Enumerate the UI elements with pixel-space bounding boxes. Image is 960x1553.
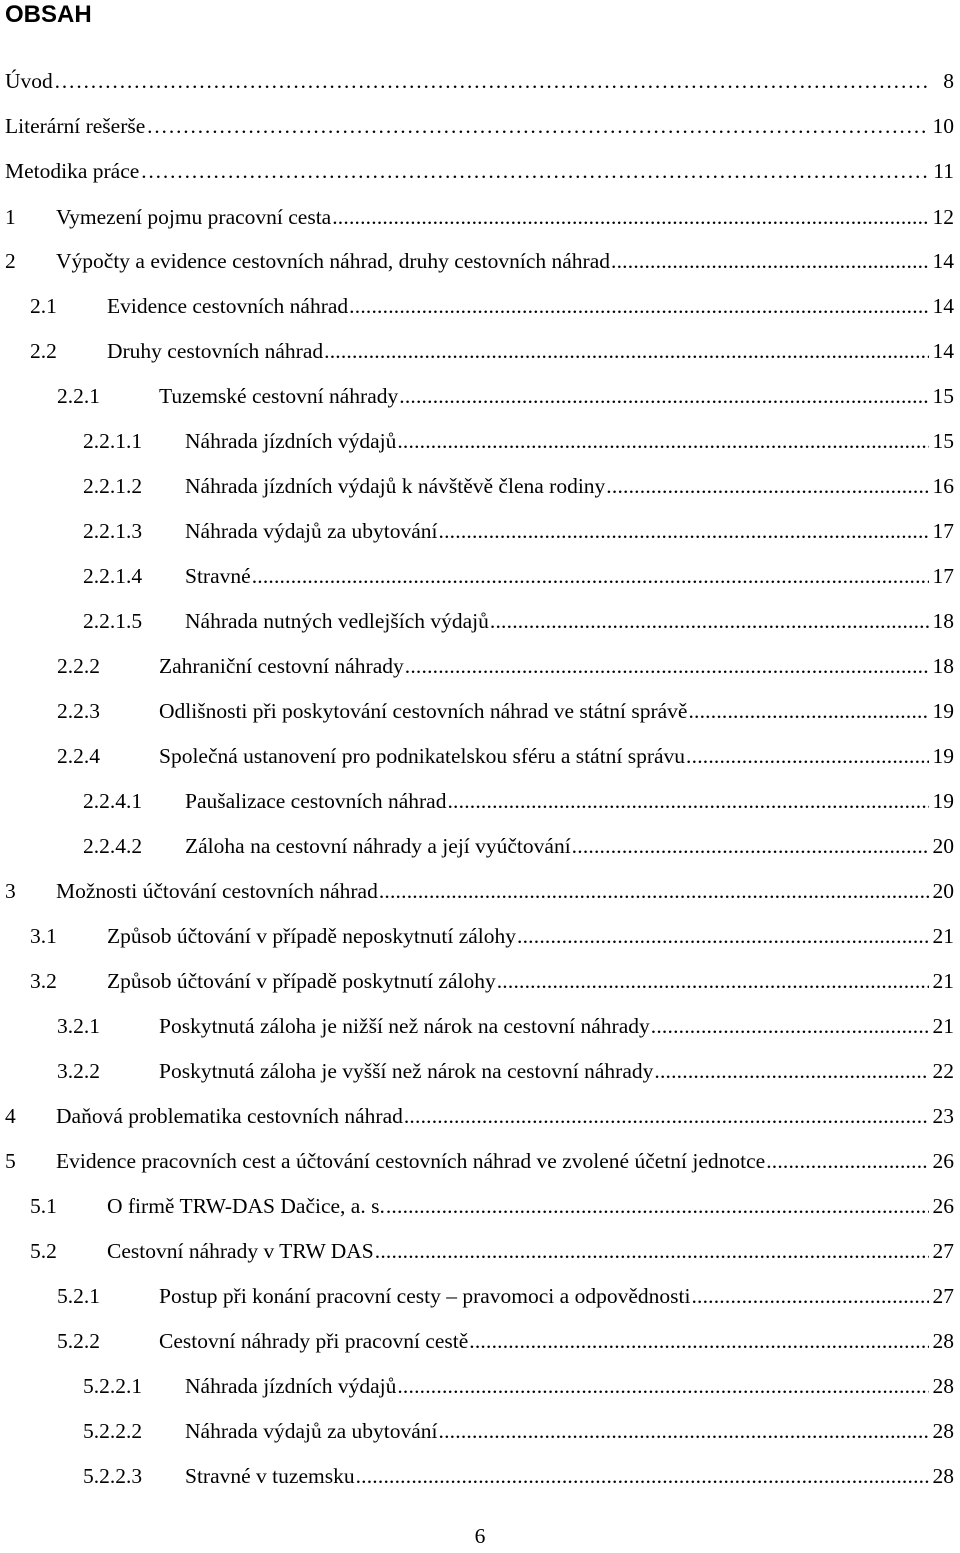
toc-entry[interactable] xyxy=(57,1052,954,1084)
toc-entry-title: Poskytnutá záloha je nižší než nárok na cestovní náhrady xyxy=(159,1014,650,1038)
toc-entry-number: 2.2.4 xyxy=(57,744,100,768)
toc-entry-title: Paušalizace cestovních náhrad xyxy=(185,789,447,813)
toc-entry[interactable] xyxy=(83,602,954,634)
toc-dot-leader xyxy=(324,338,929,364)
toc-entry-title: Stravné xyxy=(185,564,251,588)
toc-entry[interactable] xyxy=(57,1277,954,1309)
toc-entry-page: 27 xyxy=(932,1239,954,1263)
toc-entry-number: 5 xyxy=(5,1149,16,1173)
toc-entry[interactable] xyxy=(5,1142,954,1174)
toc-entry[interactable] xyxy=(5,152,954,184)
toc-entry[interactable] xyxy=(83,1457,954,1489)
toc-entry-page: 20 xyxy=(932,879,954,903)
toc-entry-page: 15 xyxy=(932,429,954,453)
toc-entry-page: 21 xyxy=(932,924,954,948)
toc-entry-page: 23 xyxy=(932,1104,954,1128)
toc-entry[interactable] xyxy=(83,1412,954,1444)
toc-dot-leader xyxy=(654,1058,929,1084)
toc-entry-page: 21 xyxy=(932,969,954,993)
toc-entry-title: Postup při konání pracovní cesty – pravomoci a odpovědnosti xyxy=(159,1284,691,1308)
toc-entry[interactable] xyxy=(30,332,954,364)
toc-dot-leader xyxy=(688,698,929,724)
toc-dot-leader xyxy=(140,158,929,184)
toc-entry[interactable] xyxy=(83,467,954,499)
toc-entry-number: 4 xyxy=(5,1104,16,1128)
toc-entry-page: 21 xyxy=(932,1014,954,1038)
toc-dot-leader xyxy=(439,1418,929,1444)
toc-entry[interactable] xyxy=(5,198,954,230)
toc-entry[interactable] xyxy=(30,917,954,949)
toc-entry-title: Společná ustanovení pro podnikatelskou sféru a státní správu xyxy=(159,744,686,768)
toc-entry-number: 3 xyxy=(5,879,16,903)
toc-entry-page: 28 xyxy=(932,1464,954,1488)
toc-entry-title: Zahraniční cestovní náhrady xyxy=(159,654,404,678)
toc-entry-title: Literární rešerše xyxy=(5,114,146,138)
toc-entry[interactable] xyxy=(57,1322,954,1354)
toc-dot-leader xyxy=(146,113,929,139)
toc-entry[interactable] xyxy=(30,1187,954,1219)
toc-entry-title: Náhrada jízdních výdajů k návštěvě člena rodiny xyxy=(185,474,606,498)
toc-entry-title: Náhrada výdajů za ubytování xyxy=(185,519,438,543)
toc-dot-leader xyxy=(332,204,929,230)
toc-dot-leader xyxy=(252,563,929,589)
toc-entry-page: 8 xyxy=(943,69,954,93)
toc-entry-number: 3.1 xyxy=(30,924,57,948)
toc-entry[interactable] xyxy=(30,1232,954,1264)
toc-dot-leader xyxy=(469,1328,929,1354)
toc-entry-title: O firmě TRW-DAS Dačice, a. s. xyxy=(107,1194,385,1218)
toc-dot-leader xyxy=(606,473,929,499)
toc-entry-number: 2.2.4.1 xyxy=(83,789,143,813)
toc-dot-leader xyxy=(497,968,929,994)
toc-dot-leader xyxy=(379,878,929,904)
page-heading: OBSAH xyxy=(5,1,92,28)
toc-entry-page: 12 xyxy=(932,205,954,229)
toc-entry-number: 2.2.1.2 xyxy=(83,474,143,498)
toc-entry-page: 27 xyxy=(932,1284,954,1308)
toc-entry[interactable] xyxy=(30,287,954,319)
toc-entry-title: Způsob účtování v případě neposkytnutí zálohy xyxy=(107,924,517,948)
toc-entry[interactable] xyxy=(83,422,954,454)
toc-entry-title: Poskytnutá záloha je vyšší než nárok na cestovní náhrady xyxy=(159,1059,654,1083)
toc-entry-number: 3.2 xyxy=(30,969,57,993)
toc-entry[interactable] xyxy=(83,557,954,589)
toc-entry-page: 14 xyxy=(932,339,954,363)
toc-entry-title: Metodika práce xyxy=(5,159,140,183)
toc-entry[interactable] xyxy=(5,107,954,139)
toc-entry-title: Tuzemské cestovní náhrady xyxy=(159,384,399,408)
toc-entry-title: Evidence pracovních cest a účtování cestovních náhrad ve zvolené účetní jednotce xyxy=(56,1149,766,1173)
toc-entry-title: Náhrada výdajů za ubytování xyxy=(185,1419,438,1443)
toc-entry[interactable] xyxy=(57,737,954,769)
toc-entry[interactable] xyxy=(83,782,954,814)
toc-entry-number: 3.2.1 xyxy=(57,1014,100,1038)
toc-entry-page: 28 xyxy=(932,1329,954,1353)
toc-dot-leader xyxy=(356,1463,929,1489)
toc-entry-title: Cestovní náhrady v TRW DAS xyxy=(107,1239,374,1263)
toc-dot-leader xyxy=(349,293,929,319)
toc-entry-title: Stravné v tuzemsku xyxy=(185,1464,355,1488)
toc-dot-leader xyxy=(397,1373,929,1399)
toc-entry-number: 2.2.2 xyxy=(57,654,100,678)
toc-entry[interactable] xyxy=(57,647,954,679)
toc-dot-leader xyxy=(651,1013,929,1039)
toc-entry-page: 26 xyxy=(932,1194,954,1218)
toc-entry-page: 22 xyxy=(932,1059,954,1083)
toc-dot-leader xyxy=(517,923,929,949)
toc-entry[interactable] xyxy=(5,62,954,94)
toc-entry-number: 5.1 xyxy=(30,1194,57,1218)
toc-dot-leader xyxy=(439,518,929,544)
toc-entry-page: 11 xyxy=(933,159,954,183)
toc-entry-title: Vymezení pojmu pracovní cesta xyxy=(56,205,332,229)
toc-entry-page: 14 xyxy=(932,249,954,273)
toc-entry-number: 5.2 xyxy=(30,1239,57,1263)
toc-entry-page: 18 xyxy=(932,654,954,678)
toc-dot-leader xyxy=(447,788,929,814)
toc-entry-number: 2.2.3 xyxy=(57,699,100,723)
toc-entry-title: Cestovní náhrady při pracovní cestě xyxy=(159,1329,469,1353)
toc-entry[interactable] xyxy=(5,872,954,904)
toc-entry-number: 2.2 xyxy=(30,339,57,363)
toc-dot-leader xyxy=(691,1283,929,1309)
toc-dot-leader xyxy=(404,1103,929,1129)
toc-entry-number: 2.2.1.5 xyxy=(83,609,143,633)
toc-dot-leader xyxy=(399,383,929,409)
toc-entry-number: 5.2.2 xyxy=(57,1329,100,1353)
toc-entry[interactable] xyxy=(57,1007,954,1039)
toc-entry-number: 5.2.2.3 xyxy=(83,1464,143,1488)
toc-entry[interactable] xyxy=(57,377,954,409)
toc-entry[interactable] xyxy=(57,692,954,724)
toc-entry-page: 20 xyxy=(932,834,954,858)
toc-entry[interactable] xyxy=(5,1097,954,1129)
toc-dot-leader xyxy=(375,1238,929,1264)
toc-entry-page: 14 xyxy=(932,294,954,318)
toc-entry[interactable] xyxy=(83,512,954,544)
toc-entry-title: Odlišnosti při poskytování cestovních náhrad ve státní správě xyxy=(159,699,688,723)
toc-entry-number: 2.2.4.2 xyxy=(83,834,143,858)
toc-entry[interactable] xyxy=(5,242,954,274)
toc-entry-number: 2 xyxy=(5,249,16,273)
toc-entry[interactable] xyxy=(83,1367,954,1399)
toc-entry-title: Evidence cestovních náhrad xyxy=(107,294,349,318)
toc-entry-page: 15 xyxy=(932,384,954,408)
toc-entry-number: 2.2.1.3 xyxy=(83,519,143,543)
toc-entry-title: Záloha na cestovní náhrady a její vyúčtování xyxy=(185,834,571,858)
toc-entry-title: Úvod xyxy=(5,69,53,93)
toc-entry-number: 2.2.1 xyxy=(57,384,100,408)
toc-entry-page: 10 xyxy=(932,114,954,138)
toc-entry-page: 28 xyxy=(932,1374,954,1398)
toc-entry-title: Způsob účtování v případě poskytnutí zálohy xyxy=(107,969,496,993)
toc-entry-page: 28 xyxy=(932,1419,954,1443)
toc-entry-number: 3.2.2 xyxy=(57,1059,100,1083)
toc-entry-number: 2.1 xyxy=(30,294,57,318)
toc-entry-title: Náhrada jízdních výdajů xyxy=(185,1374,397,1398)
toc-entry-title: Možnosti účtování cestovních náhrad xyxy=(56,879,378,903)
toc-entry-page: 19 xyxy=(932,789,954,813)
toc-entry-number: 2.2.1.4 xyxy=(83,564,143,588)
toc-entry-number: 5.2.1 xyxy=(57,1284,100,1308)
toc-dot-leader xyxy=(611,248,929,274)
toc-entry-title: Druhy cestovních náhrad xyxy=(107,339,324,363)
toc-entry-page: 19 xyxy=(932,744,954,768)
toc-dot-leader xyxy=(572,833,929,859)
toc-entry[interactable] xyxy=(83,827,954,859)
toc-entry-title: Výpočty a evidence cestovních náhrad, druhy cestovních náhrad xyxy=(56,249,611,273)
page-number: 6 xyxy=(474,1524,486,1548)
toc-entry-number: 2.2.1.1 xyxy=(83,429,143,453)
toc-entry-page: 17 xyxy=(932,519,954,543)
toc-entry-page: 18 xyxy=(932,609,954,633)
toc-entry-page: 17 xyxy=(932,564,954,588)
toc-entry-page: 16 xyxy=(932,474,954,498)
toc-entry-title: Náhrada nutných vedlejších výdajů xyxy=(185,609,489,633)
toc-dot-leader xyxy=(386,1193,929,1219)
toc-dot-leader xyxy=(397,428,929,454)
toc-dot-leader xyxy=(54,68,929,94)
toc-dot-leader xyxy=(686,743,929,769)
toc-entry-page: 19 xyxy=(932,699,954,723)
toc-entry-number: 5.2.2.1 xyxy=(83,1374,143,1398)
toc-entry[interactable] xyxy=(30,962,954,994)
toc-dot-leader xyxy=(490,608,929,634)
toc-entry-page: 26 xyxy=(932,1149,954,1173)
toc-dot-leader xyxy=(766,1148,929,1174)
toc-entry-title: Daňová problematika cestovních náhrad xyxy=(56,1104,403,1128)
toc-dot-leader xyxy=(405,653,929,679)
toc-entry-number: 5.2.2.2 xyxy=(83,1419,143,1443)
toc-entry-number: 1 xyxy=(5,205,16,229)
toc-entry-title: Náhrada jízdních výdajů xyxy=(185,429,397,453)
